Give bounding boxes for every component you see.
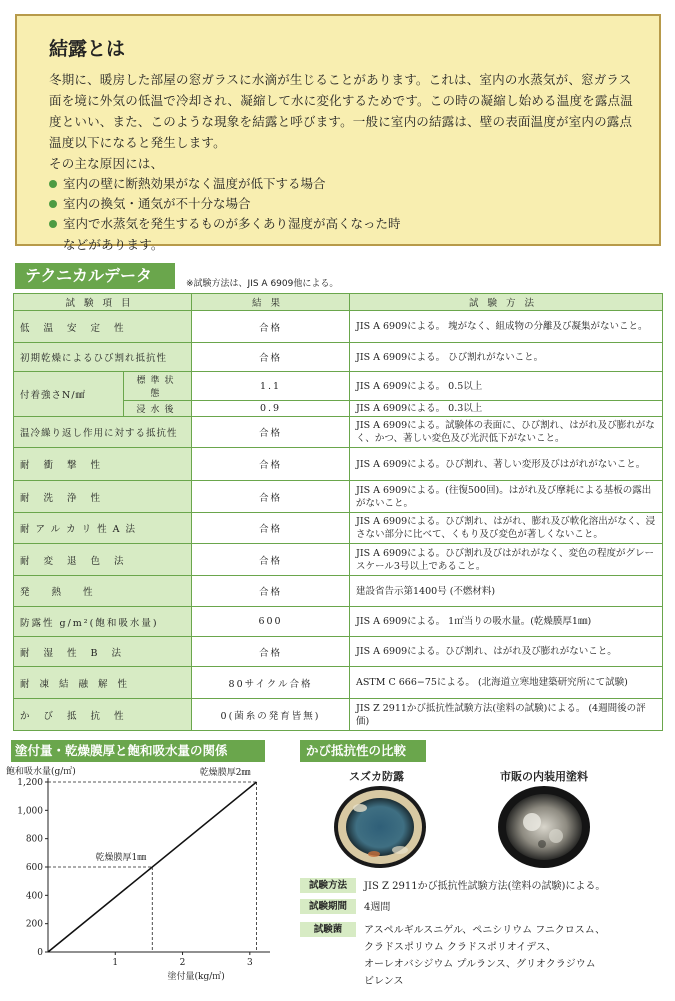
row-result: 合格 xyxy=(192,576,350,607)
technical-note: ※試験方法は、JIS A 6909他による。 xyxy=(186,279,339,289)
petri-dish-suzuka xyxy=(330,784,430,870)
row-method: JIS A 6909による。試験体の表面に、ひび割れ、はがれ及び膨れがなく、かつ、著しい変色及び光沢低下がないこと。 xyxy=(350,417,663,448)
x-tick-label: 2 xyxy=(179,958,186,968)
intro-box xyxy=(15,14,661,252)
row-method: JIS A 6909による。ひび割れ、著しい変形及びはがれがないこと。 xyxy=(350,448,663,481)
info-value: 4週間 xyxy=(364,902,391,913)
table-row xyxy=(14,513,663,544)
technical-table xyxy=(13,293,663,731)
table-header-row xyxy=(14,294,663,311)
row-result: 0.9 xyxy=(192,401,350,417)
row-method: JIS A 6909による。 ひび割れがないこと。 xyxy=(350,343,663,372)
bullet-icon xyxy=(49,180,57,188)
row-name: 防露性 g/m²(飽和吸水量) xyxy=(14,607,192,637)
row-name: 低温安定性 xyxy=(14,311,192,343)
info-key: 試験菌 xyxy=(300,922,356,937)
bullet-icon xyxy=(49,200,57,208)
row-result: 1.1 xyxy=(192,372,350,401)
intro-causes-intro: その主な原因には、 xyxy=(49,156,164,171)
y-tick-label: 600 xyxy=(25,863,43,873)
row-result: 合格 xyxy=(192,311,350,343)
info-key: 試験期間 xyxy=(300,899,356,914)
row-method: JIS A 6909による。(往復500回)。はがれ及び摩耗による基板の露出がないこと。 xyxy=(350,481,663,513)
graph-title: 塗付量・乾燥膜厚と飽和吸水量の関係 xyxy=(11,740,265,762)
mold-title: かび抵抗性の比較 xyxy=(300,740,426,762)
y-tick-label: 1,000 xyxy=(17,806,43,817)
table-row xyxy=(14,699,663,731)
row-method: ASTM C 666−75による。 (北海道立寒地建築研究所にて試験) xyxy=(350,667,663,699)
petri-dish-commercial xyxy=(494,784,594,870)
info-value: オーレオバシジウム プルランス、グリオクラジウム xyxy=(364,959,596,970)
row-result: 合格 xyxy=(192,513,350,544)
info-value: JIS Z 2911かび抵抗性試験方法(塗料の試験)による。 xyxy=(364,881,606,892)
info-value: ビレンス xyxy=(364,976,404,987)
row-method: JIS A 6909による。 塊がなく、組成物の分離及び凝集がないこと。 xyxy=(350,311,663,343)
table-row xyxy=(14,667,663,699)
row-name: 耐湿性B法 xyxy=(14,637,192,667)
intro-title: 結露とは xyxy=(49,38,126,60)
row-method: JIS A 6909による。ひび割れ、はがれ、膨れ及び軟化溶出がなく、浸さない部分に比べて、くもり及び変色が著しくないこと。 xyxy=(350,513,663,544)
row-name: 耐凍結融解性 xyxy=(14,667,192,699)
y-tick-label: 400 xyxy=(25,891,43,902)
table-row xyxy=(14,448,663,481)
y-tick-label: 0 xyxy=(37,948,43,958)
row-subname: 標準状態 xyxy=(124,372,192,401)
annotation-label: 乾燥膜厚1㎜ xyxy=(95,853,147,863)
row-result: 合格 xyxy=(192,343,350,372)
list-item: 室内の壁に断熱効果がなく温度が低下する場合 xyxy=(49,174,639,194)
row-name: 発熱性 xyxy=(14,576,192,607)
row-name: 耐洗浄性 xyxy=(14,481,192,513)
row-subname: 浸水後 xyxy=(124,401,192,417)
x-axis-label: 塗付量(kg/㎡) xyxy=(167,972,225,982)
table-row xyxy=(14,417,663,448)
water-absorption-chart xyxy=(0,762,290,987)
row-method: JIS Z 2911かび抵抗性試験方法(塗料の試験)による。 (4週間後の評価) xyxy=(350,699,663,731)
row-name: 初期乾燥によるひび割れ抵抗性 xyxy=(14,343,192,372)
sample-label-suzuka: スズカ防露 xyxy=(349,770,404,783)
annotation-label: 乾燥膜厚2㎜ xyxy=(199,768,251,778)
row-result: 600 xyxy=(192,607,350,637)
table-row xyxy=(14,576,663,607)
row-result: 合格 xyxy=(192,448,350,481)
table-row xyxy=(14,343,663,372)
row-name: 耐衝撃性 xyxy=(14,448,192,481)
intro-causes-tail: などがあります。 xyxy=(63,237,164,252)
x-tick-label: 1 xyxy=(112,958,119,968)
table-row xyxy=(14,372,663,401)
row-method: JIS A 6909による。 0.5以上 xyxy=(350,372,663,401)
table-row xyxy=(14,607,663,637)
row-name: 付着強さN/㎟ xyxy=(14,372,124,417)
y-tick-label: 1,200 xyxy=(17,778,43,788)
row-method: JIS A 6909による。 1㎡当りの吸水量。(乾燥膜厚1㎜) xyxy=(350,607,663,637)
row-result: 合格 xyxy=(192,481,350,513)
list-item: 室内で水蒸気を発生するものが多くあり湿度が高くなった時 xyxy=(49,214,639,234)
row-result: 合格 xyxy=(192,637,350,667)
technical-title: テクニカルデータ xyxy=(15,263,175,289)
row-name: 耐変退色法 xyxy=(14,544,192,576)
x-tick-label: 3 xyxy=(246,958,253,968)
intro-paragraph: 冬期に、暖房した部屋の窓ガラスに水滴が生じることがあります。これは、室内の水蒸気が、窓ガラス面を境に外気の低温で冷却され、凝縮して水に変化するためです。この時の凝縮し始める温度を露点温度といい、また、このような現象を結露と呼びます。一般に室内の結露は、壁の表面温度が室内の露点温度以下になると発生します。 xyxy=(49,72,633,150)
table-row xyxy=(14,544,663,576)
list-item: 室内の換気・通気が不十分な場合 xyxy=(49,194,639,214)
info-key: 試験方法 xyxy=(300,878,356,893)
table-row xyxy=(14,481,663,513)
row-name: 耐アルカリ性A法 xyxy=(14,513,192,544)
y-axis-label: 飽和吸水量(g/㎡) xyxy=(6,767,76,777)
row-method: JIS A 6909による。ひび割れ、はがれ及び膨れがないこと。 xyxy=(350,637,663,667)
bullet-icon xyxy=(49,220,57,228)
row-method: JIS A 6909による。ひび割れ及びはがれがなく、変色の程度がグレースケール3号以上であること。 xyxy=(350,544,663,576)
row-name: 温冷繰り返し作用に対する抵抗性 xyxy=(14,417,192,448)
sample-label-commercial: 市販の内装用塗料 xyxy=(500,770,588,783)
y-tick-label: 800 xyxy=(25,834,43,845)
row-result: 合格 xyxy=(192,417,350,448)
header-method: 試験方法 xyxy=(350,294,663,311)
y-tick-label: 200 xyxy=(25,919,43,930)
row-method: JIS A 6909による。 0.3以上 xyxy=(350,401,663,417)
header-item: 試験項目 xyxy=(14,294,192,311)
info-value: アスペルギルスニゲル、ペニシリウム フニクロスム、 xyxy=(364,925,606,936)
header-result: 結果 xyxy=(192,294,350,311)
table-row xyxy=(14,311,663,343)
row-method: 建設省告示第1400号 (不燃材料) xyxy=(350,576,663,607)
info-value: クラドスポリウム クラドスポリオイデス、 xyxy=(364,942,557,953)
causes-list xyxy=(49,174,639,234)
row-name: かび抵抗性 xyxy=(14,699,192,731)
table-row xyxy=(14,637,663,667)
row-result: 80サイクル合格 xyxy=(192,667,350,699)
row-result: 0(菌糸の発育皆無) xyxy=(192,699,350,731)
row-result: 合格 xyxy=(192,544,350,576)
